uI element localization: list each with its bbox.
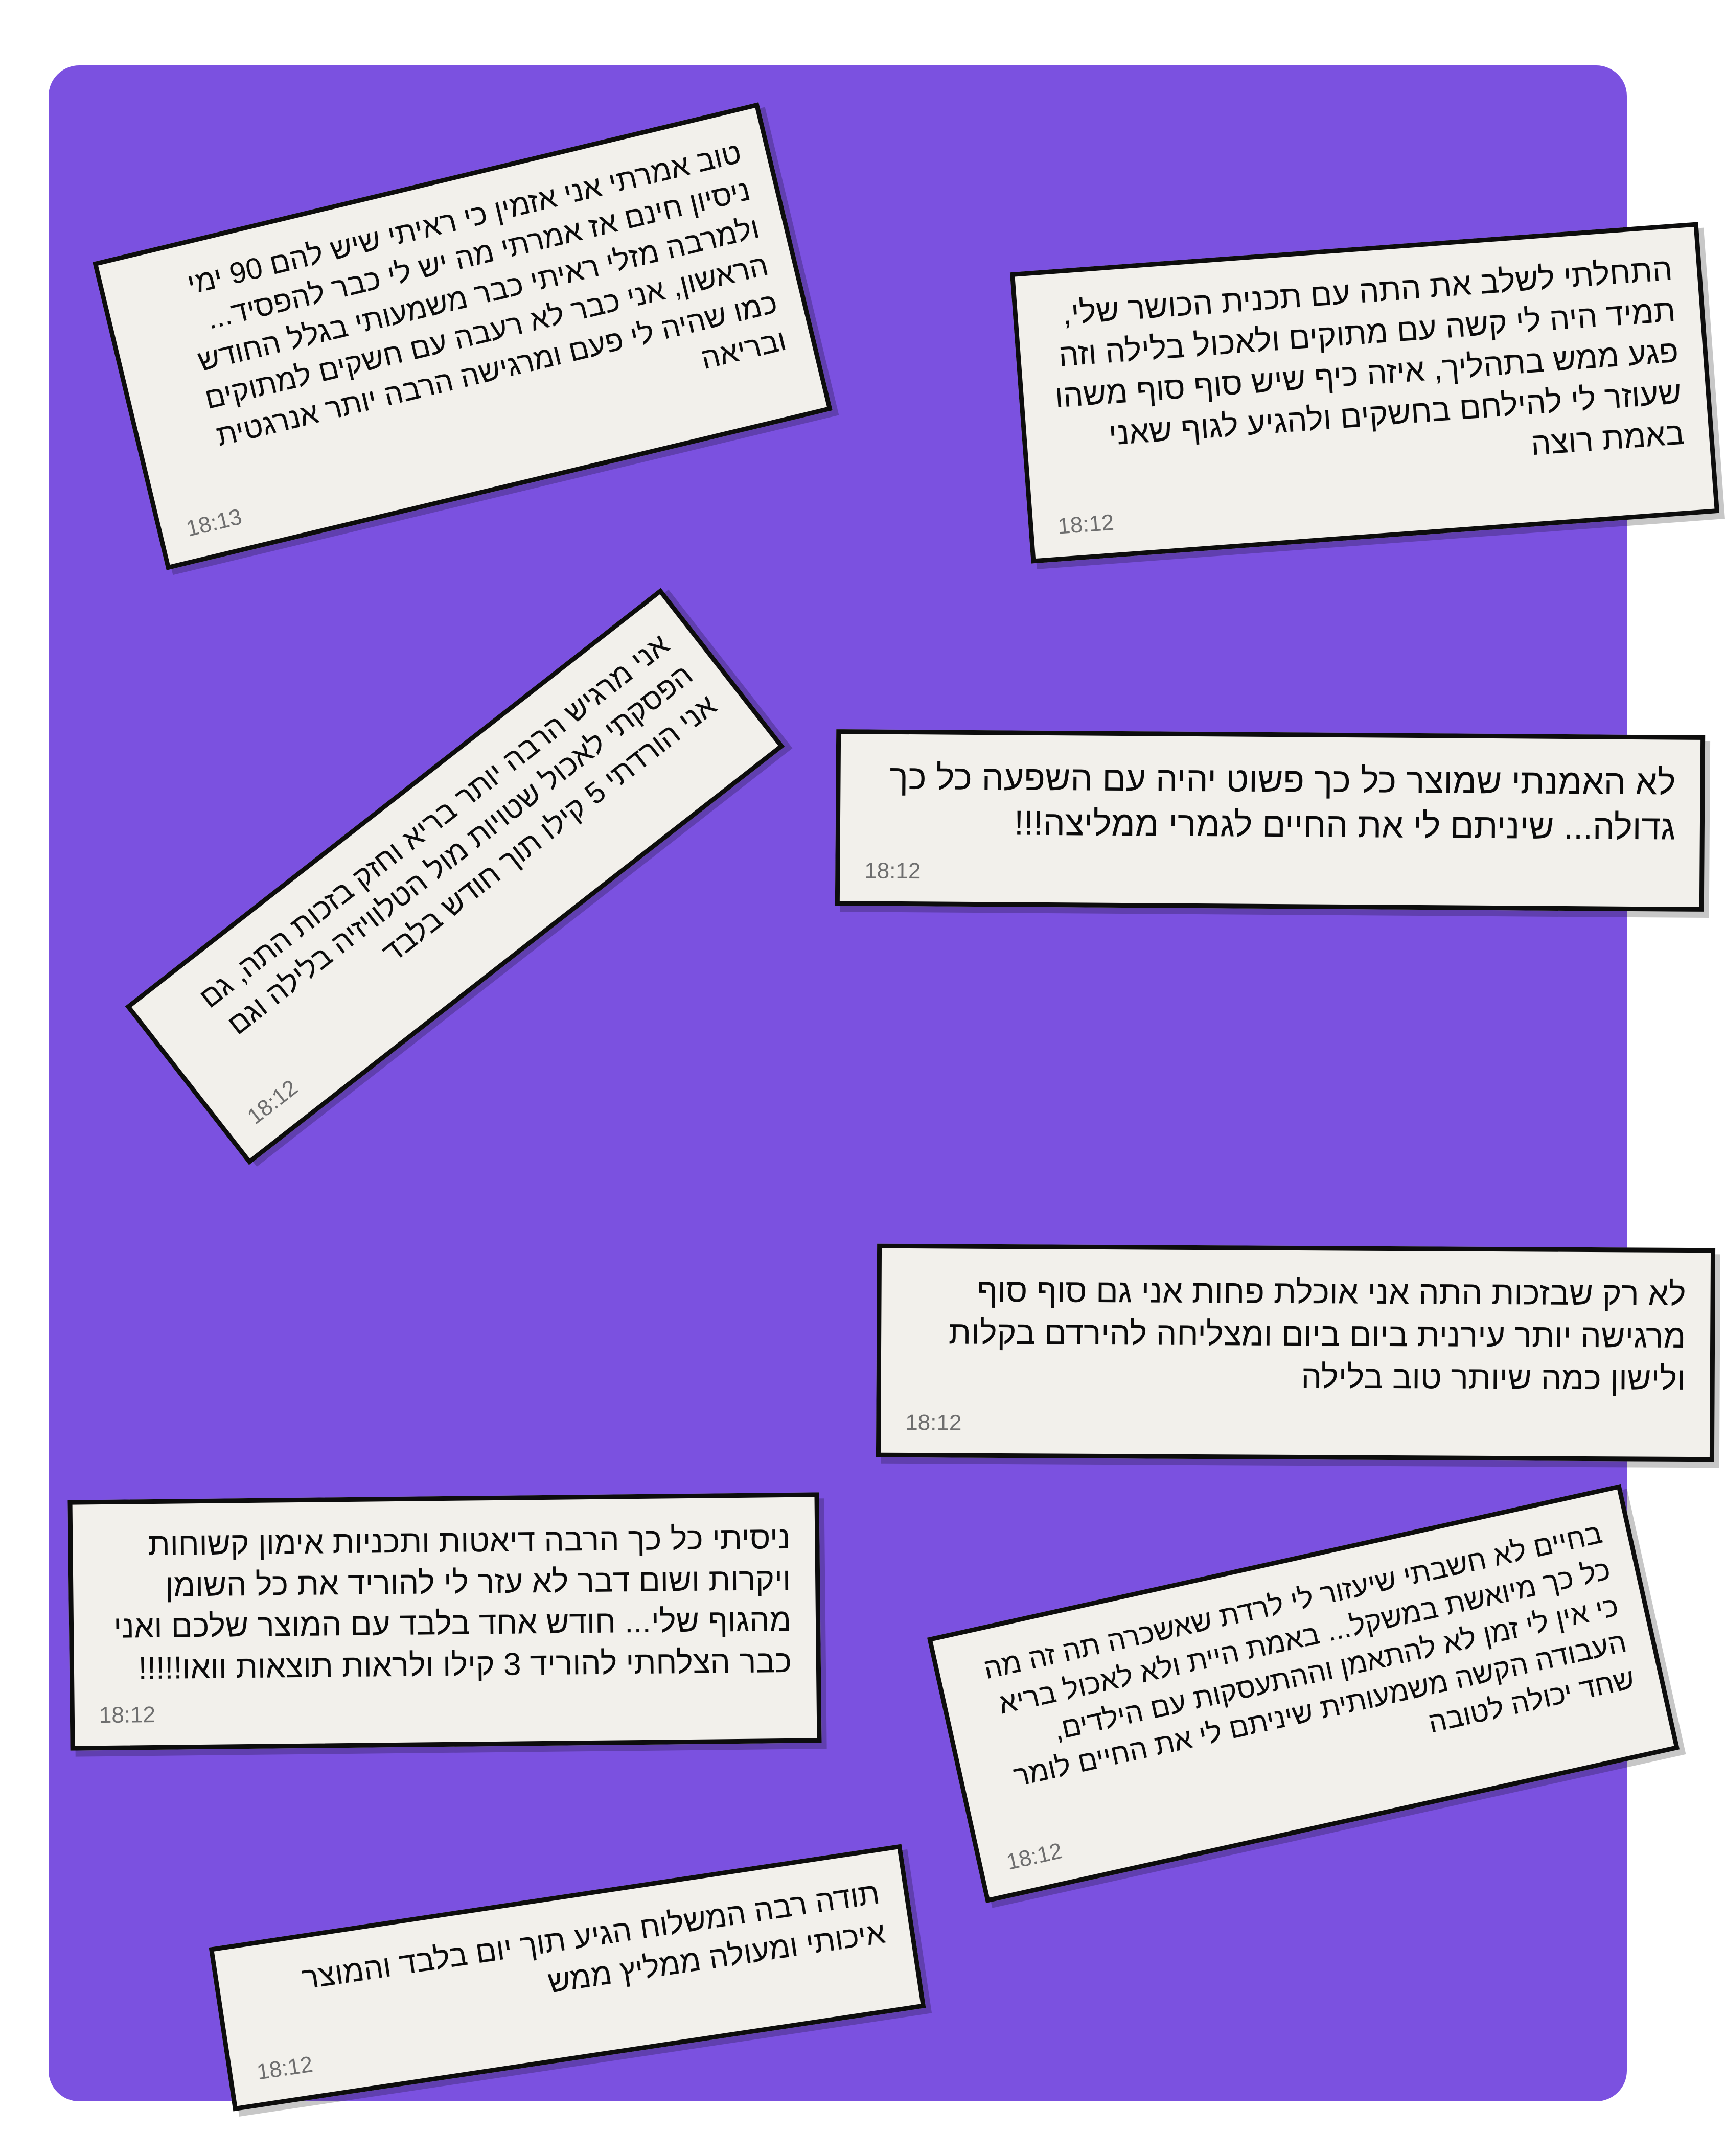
chat-bubble-1: [93, 102, 833, 570]
message-timestamp: 18:12: [864, 858, 921, 884]
message-text: ניסיתי כל כך הרבה דיאטות ותכניות אימון קשוחות ויקרות ושום דבר לא עזר לי להוריד את כל השומן מהגוף שלי... חודש אחד בלבד עם המוצר שלכם ואני כבר הצלחתי להוריד 3 קילו ולראות תוצאות וואו!!!!!: [113, 1520, 792, 1686]
message-text: לא האמנתי שמוצר כל כך פשוט יהיה עם השפעה כל כך גדולה... שיניתם לי את החיים לגמרי ממליצה!!!: [889, 757, 1676, 847]
message-timestamp: 18:12: [255, 2051, 315, 2085]
message-timestamp: 18:12: [242, 1075, 303, 1130]
message-text: התחלתי לשלב את התה עם תכנית הכושר שלי, תמיד היה לי קשה עם מתוקים ולאכול בלילה וזה פגע ממש בתהליך, איזה כיף שיש סוף סוף משהו שעוזר לי להילחם בחשקים ולהגיע לגוף שאני באמת רוצה: [1053, 251, 1686, 462]
message-text: טוב אמרתי אני אזמין כי ראיתי שיש להם 90 ימי ניסיון חינם אז אמרתי מה יש לי כבר להפסיד... ולמרבה מזלי ראיתי כבר משמעותי בגלל החודש הראשון, אני כבר לא רעבה עם חשקים למתוקים כמו שהיה לי פעם ומרגישה הרבה יותר אנרגטית ובריאה: [183, 135, 790, 453]
testimonial-collage-board: [49, 65, 1686, 2101]
message-text: אני מרגיש הרבה יותר בריא וחזק בזכות התה, גם הפסקתי לאכול שטויות מול הטלוויזיה בלילה וגם אני הורדתי 5 קילו תוך חודש בלבד: [193, 628, 723, 1041]
message-text: לא רק שבזכות התה אני אוכלת פחות אני גם סוף סוף מרגישה יותר עירנית ביום ביום ומצליחה להירדם בקלות ולישון כמה שיותר טוב בלילה: [948, 1271, 1686, 1398]
chat-bubble-3: [835, 729, 1705, 912]
chat-bubble-8: [209, 1844, 926, 2112]
chat-bubble-6: [67, 1492, 821, 1751]
message-timestamp: 18:12: [905, 1409, 962, 1435]
chat-bubble-5: [876, 1244, 1715, 1462]
message-timestamp: 18:12: [1056, 509, 1115, 539]
chat-bubble-2: [1010, 222, 1719, 563]
message-timestamp: 18:12: [99, 1702, 156, 1728]
message-text: בחיים לא חשבתי שיעזור לי לרדת שאשכרה תה זה מה כל כך מיואשת במשקל... באמת היית ולא לאכול בריא כי אין לי זמן לא להתאמן וההתעסקות עם הילדים, העבודה הקשה משמעותית שיניתם לי את החיים לומר שחד יכולה לטובה: [980, 1516, 1638, 1793]
message-timestamp: 18:13: [183, 504, 245, 542]
message-timestamp: 18:12: [1004, 1838, 1065, 1875]
message-text: תודה רבה המשלוח הגיע תוך יום בלבד והמוצר איכותי ומעולה ממליץ ממש: [300, 1875, 888, 2000]
chat-bubble-4: [125, 588, 785, 1165]
chat-bubble-7: [927, 1484, 1680, 1903]
